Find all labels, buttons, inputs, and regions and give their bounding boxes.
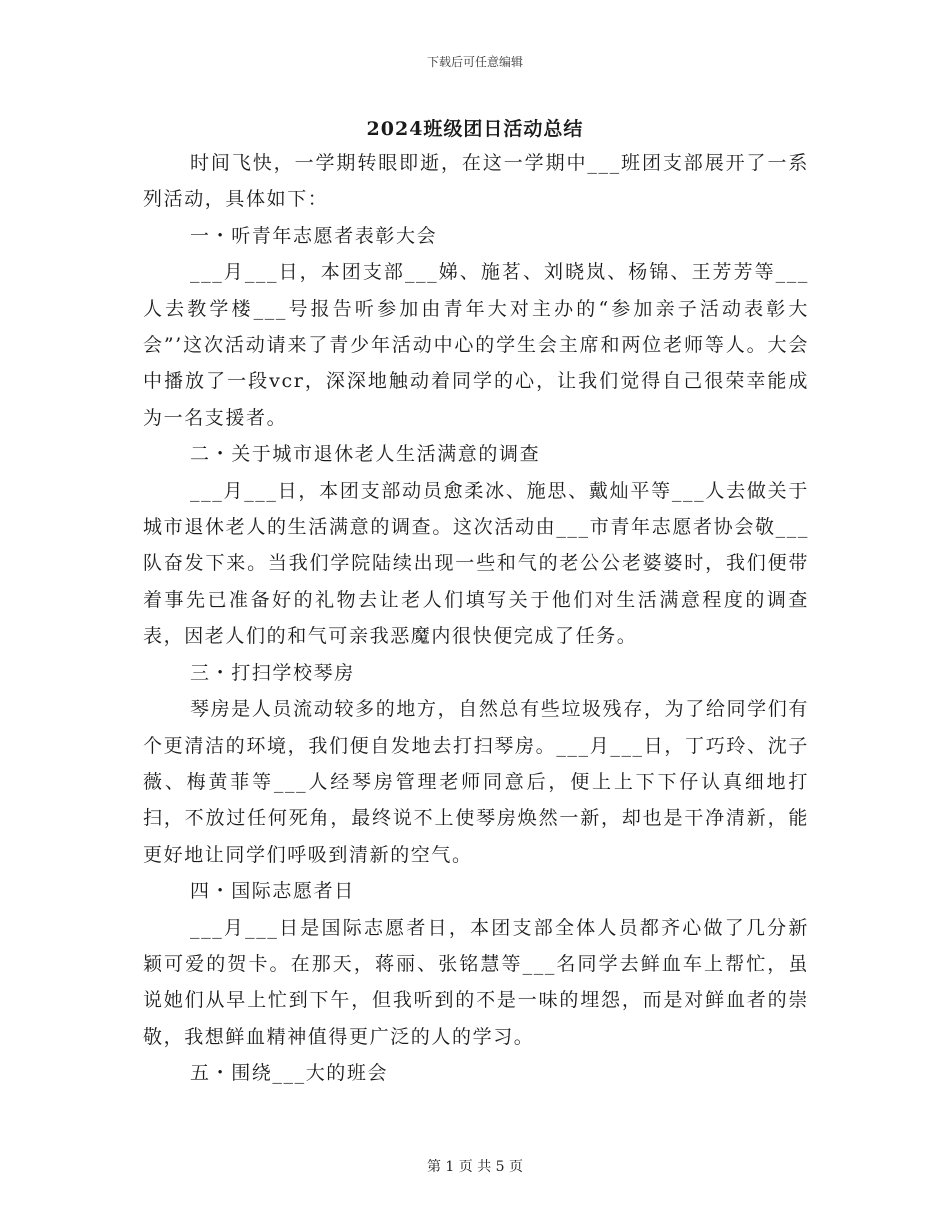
page-header-note: 下载后可任意编辑 xyxy=(426,55,523,69)
document-title: 2024班级团日活动总结 xyxy=(366,118,584,140)
section-heading-3: 三・打扫学校琴房 xyxy=(190,661,355,684)
section-heading-1: 一・听青年志愿者表彰大会 xyxy=(190,224,438,247)
section-heading-4: 四・国际志愿者日 xyxy=(190,880,355,903)
section-heading-5: 五・围绕___大的班会 xyxy=(190,1062,389,1085)
intro-paragraph: 时间飞快，一学期转眼即逝，在这一学期中___班团支部展开了一系列活动，具体如下： xyxy=(143,152,809,211)
document-body xyxy=(143,145,809,1092)
section-paragraph-4: ___月___日是国际志愿者日，本团支部全体人员都齐心做了几分新颖可爱的贺卡。在那天，蒋丽、张铭慧等___名同学去鲜血车上帮忙，虽说她们从早上忙到下午，但我听到的不是一味的埋怨，而是对鲜血者的崇敬，我想鲜血精神值得更广泛的人的学习。 xyxy=(143,916,809,1048)
section-paragraph-2: ___月___日，本团支部动员愈柔冰、施思、戴灿平等___人去做关于城市退休老人的生活满意的调查。这次活动由___市青年志愿者协会敬___队奋发下来。当我们学院陆续出现一些和气的老公公老婆婆时，我们便带着事先已准备好的礼物去让老人们填写关于他们对生活满意程度的调查表，因老人们的和气可亲我恶魔内很快便完成了任务。 xyxy=(143,479,809,648)
section-heading-2: 二・关于城市退休老人生活满意的调查 xyxy=(190,443,541,466)
section-paragraph-1: ___月___日，本团支部___娣、施茗、刘晓岚、杨锦、王芳芳等___人去教学楼___号报告听参加由青年大对主办的“参加亲子活动表彰大会”’这次活动请来了青少年活动中心的学生会主席和两位老师等人。大会中播放了一段vcr，深深地触动着同学的心，让我们觉得自己很荣幸能成为一名支援者。 xyxy=(143,261,809,429)
section-paragraph-3: 琴房是人员流动较多的地方，自然总有些垃圾残存，为了给同学们有个更清洁的环境，我们便自发地去打扫琴房。___月___日，丁巧玲、沈子薇、梅黄菲等___人经琴房管理老师同意后，便上上下下仔认真细地打扫，不放过任何死角，最终说不上使琴房焕然一新，却也是干净清新，能更好地让同学们呼吸到清新的空气。 xyxy=(143,698,809,866)
page-footer-page-number: 第 1 页 共 5 页 xyxy=(426,1159,524,1175)
